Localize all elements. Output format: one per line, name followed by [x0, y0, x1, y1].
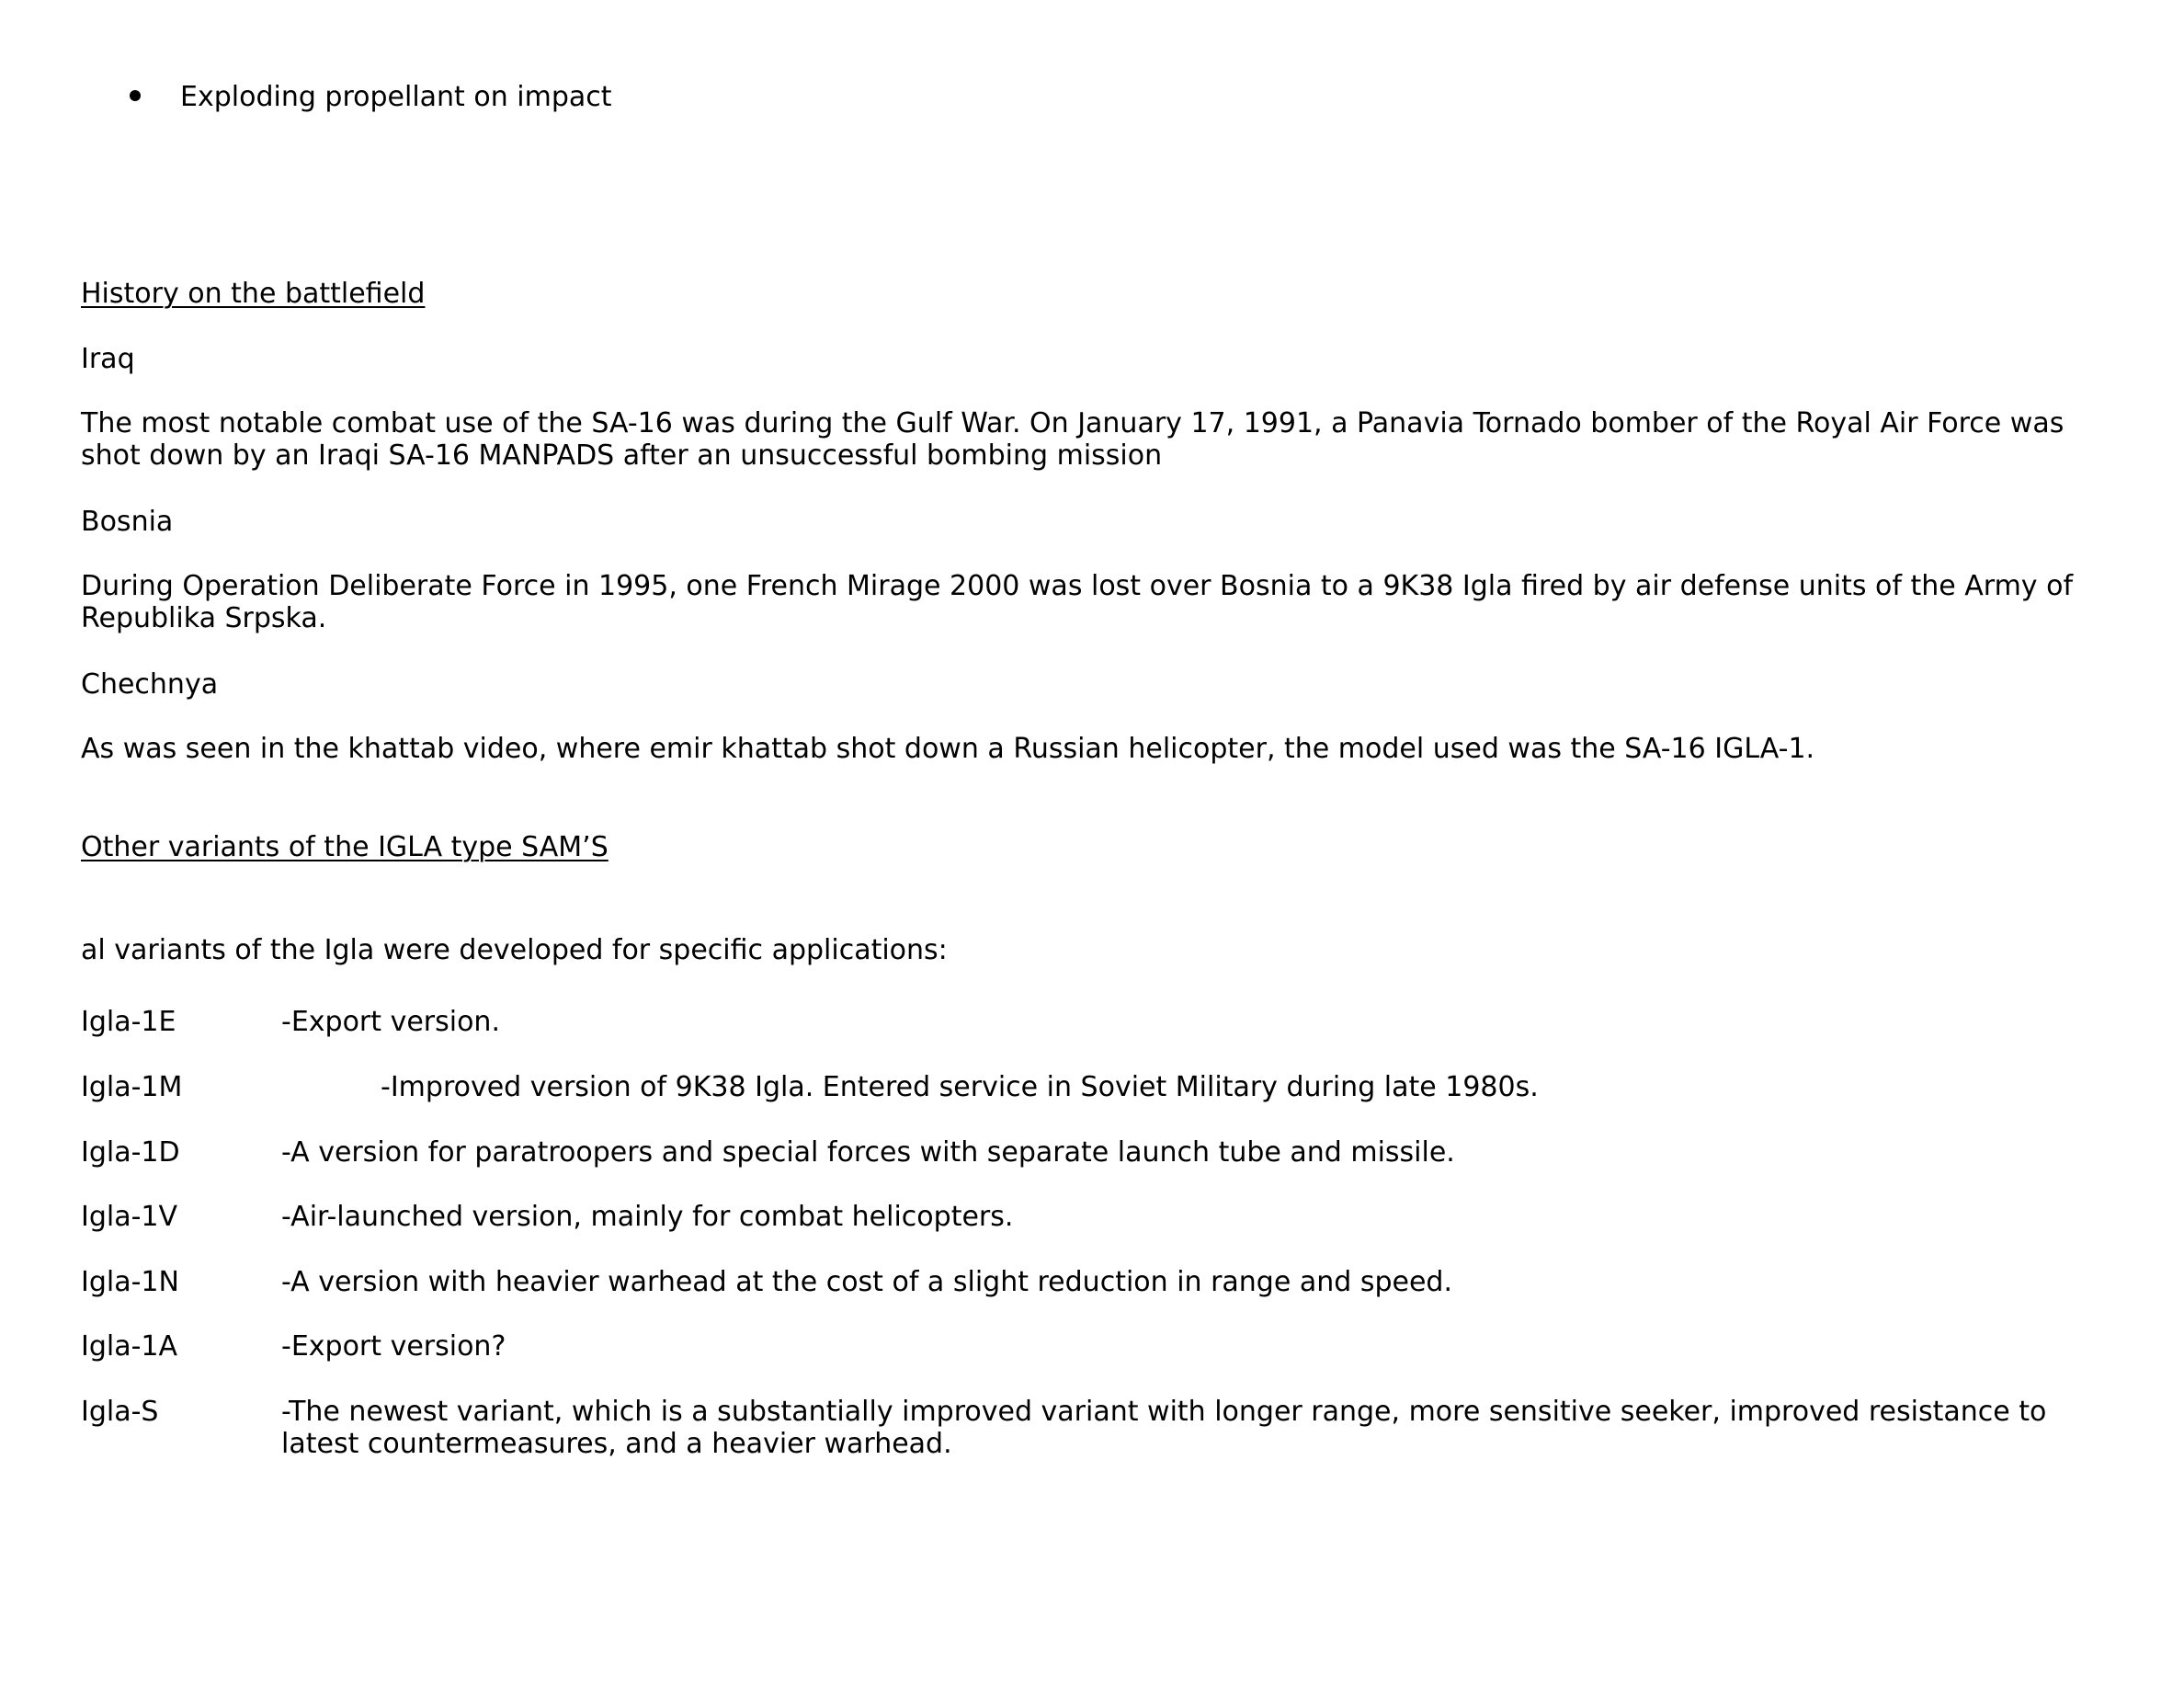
variants-heading: Other variants of the IGLA type SAM’S	[81, 831, 609, 863]
iraq-paragraph: The most notable combat use of the SA-16 was during the Gulf War. On January 17, 1991, a Panavia Tornado bomber of the Royal Air Force was shot down by an Iraqi SA-16 MANPADS after an unsuccessful bombing mission	[81, 407, 2065, 472]
chechnya-paragraph: As was seen in the khattab video, where emir khattab shot down a Russian helicopter, the model used was the SA-16 IGLA-1.	[81, 733, 1815, 765]
variant-name: Igla-1V	[81, 1201, 178, 1233]
bosnia-paragraph: During Operation Deliberate Force in 1995, one French Mirage 2000 was lost over Bosnia to a 9K38 Igla fired by air defense units of the Army of Republika Srpska.	[81, 570, 2074, 634]
variant-name: Igla-1A	[81, 1330, 178, 1363]
variant-name: Igla-1E	[81, 1006, 176, 1038]
variant-description: -The newest variant, which is a substantially improved variant with longer range, more sensitive seeker, improved resistance to latest countermeasures, and a heavier warhead.	[281, 1396, 2047, 1460]
iraq-heading: Iraq	[81, 343, 135, 375]
variant-name: Igla-1M	[81, 1071, 183, 1103]
bullet-item: Exploding propellant on impact	[180, 81, 612, 113]
bullet-icon	[130, 90, 141, 101]
variant-name: Igla-S	[81, 1396, 159, 1428]
variant-name: Igla-1N	[81, 1266, 179, 1298]
chechnya-heading: Chechnya	[81, 668, 219, 701]
variant-description: -Export version.	[281, 1006, 500, 1038]
variant-description: -Improved version of 9K38 Igla. Entered service in Soviet Military during late 1980s.	[381, 1071, 1539, 1103]
bosnia-heading: Bosnia	[81, 506, 174, 538]
variants-intro: al variants of the Igla were developed for specific applications:	[81, 934, 948, 966]
variant-description: -A version with heavier warhead at the cost of a slight reduction in range and speed.	[281, 1266, 1452, 1298]
variant-description: -Air-launched version, mainly for combat helicopters.	[281, 1201, 1014, 1233]
history-heading: History on the battlefield	[81, 278, 426, 310]
variant-name: Igla-1D	[81, 1136, 180, 1169]
variant-description: -A version for paratroopers and special forces with separate launch tube and missile.	[281, 1136, 1455, 1169]
variant-description: -Export version?	[281, 1330, 506, 1363]
